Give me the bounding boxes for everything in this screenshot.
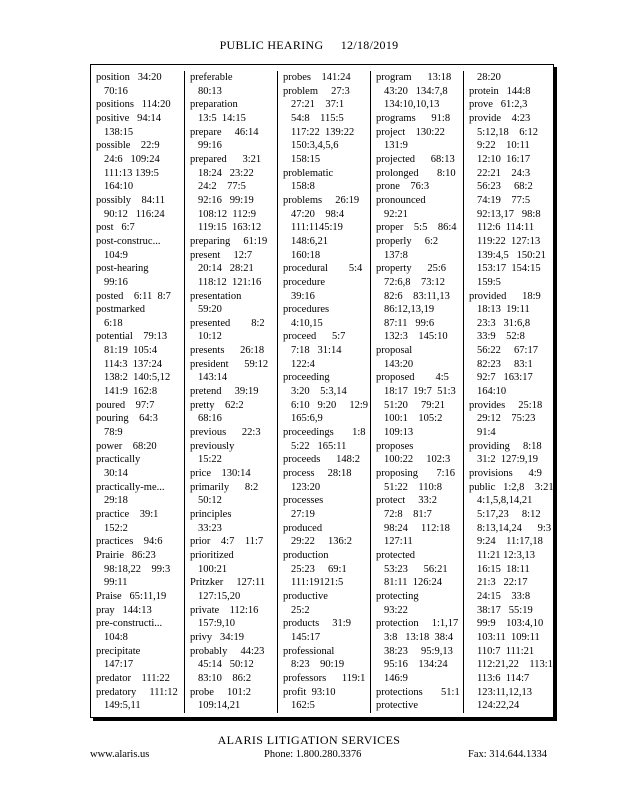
index-entry: probe 101:2 [190, 686, 251, 698]
index-entry: procedure [283, 276, 325, 288]
index-entry-pages: 86:12,13,19 [384, 304, 435, 316]
index-entry: prone 76:3 [376, 181, 430, 193]
index-entry: pouring 64:3 [96, 413, 158, 425]
index-entry-pages: 38:23 95:9,13 [384, 645, 453, 657]
index-entry: protect 33:2 [376, 495, 437, 507]
index-entry-pages: 100:22 102:3 [384, 454, 451, 466]
index-entry-pages: 30:14 [104, 468, 128, 480]
index-entry-pages: 6:18 [104, 317, 123, 329]
index-entry-pages: 143:14 [198, 372, 228, 384]
index-entry-pages: 8:23 90:19 [291, 659, 345, 671]
index-entry-pages: 24:15 33:8 [477, 590, 531, 602]
index-entry: problematic [283, 167, 334, 179]
index-entry-pages: 114:3 137:24 [104, 358, 162, 370]
index-entry: power 68:20 [96, 440, 157, 452]
index-entry: preferable [190, 72, 233, 83]
index-entry-pages: 162:5 [291, 700, 315, 712]
index-entry-pages: 150:3,4,5,6 [291, 140, 339, 152]
index-entry-pages: 22:21 24:3 [477, 167, 531, 179]
index-entry: practically-me... [96, 481, 165, 493]
index-entry-pages: 54:8 115:5 [291, 112, 344, 124]
index-entry-pages: 91:4 [477, 427, 496, 439]
index-column-3 [277, 71, 371, 713]
footer-phone: Phone: 1.800.280.3376 [264, 749, 362, 760]
index-entry-pages: 108:12 112:9 [198, 208, 256, 220]
index-entry-pages: 99:16 [198, 140, 222, 152]
index-entry-pages: 29:12 75:23 [477, 413, 536, 425]
index-entry-pages: 145:17 [291, 631, 321, 643]
footer-website: www.alaris.us [90, 749, 150, 760]
index-entry: pretend 39:19 [190, 386, 259, 398]
index-entry-pages: 148:6,21 [291, 235, 329, 247]
header-title: PUBLIC HEARING [219, 38, 324, 52]
index-entry-pages: 134:10,10,13 [384, 99, 440, 111]
index-entry: postmarked [96, 304, 145, 316]
index-entry: procedures [283, 304, 330, 316]
index-entry-pages: 110:7 111:21 [477, 645, 535, 657]
index-entry-pages: 111:19121:5 [291, 577, 344, 589]
index-entry-pages: 119:15 163:12 [198, 222, 262, 234]
index-entry-pages: 138:15 [104, 126, 134, 138]
index-entry: preparing 61:19 [190, 235, 268, 247]
footer-fax: Fax: 314.644.1334 [468, 749, 548, 760]
index-entry: property 25:6 [376, 263, 446, 275]
index-entry: post-hearing [96, 263, 149, 275]
index-entry-pages: 141:9 162:8 [104, 386, 158, 398]
index-entry: Pritzker 127:11 [190, 577, 266, 589]
index-entry: products 31:9 [283, 618, 351, 630]
index-entry: produced [283, 522, 323, 534]
index-entry: previous 22:3 [190, 427, 261, 439]
index-entry-pages: 6:10 9:20 12:9 [291, 399, 369, 411]
index-entry-pages: 92:7 163:17 [477, 372, 533, 384]
index-entry-pages: 53:23 56:21 [384, 563, 448, 575]
index-entry-pages: 158:15 [291, 153, 321, 165]
index-entry: production [283, 549, 329, 561]
index-column-2 [184, 71, 278, 713]
index-entry-pages: 20:14 28:21 [198, 263, 254, 275]
index-entry-pages: 92:13,17 98:8 [477, 208, 541, 220]
index-entry-pages: 98:24 112:18 [384, 522, 450, 534]
index-entry-pages: 112:6 114:11 [477, 222, 535, 234]
index-entry-pages: 83:10 86:2 [198, 672, 252, 684]
index-entry-pages: 159:5 [477, 276, 501, 288]
index-entry-pages: 9:22 10:11 [477, 140, 530, 152]
index-entry: practices 94:6 [96, 536, 163, 548]
index-entry-pages: 81:11 126:24 [384, 577, 442, 589]
index-entry: protein 144:8 [469, 85, 531, 97]
index-entry-pages: 165:6,9 [291, 413, 323, 425]
index-entry-pages: 59:20 [198, 304, 222, 316]
index-entry-pages: 119:22 127:13 [477, 235, 541, 247]
index-entry: productive [283, 590, 328, 602]
index-entry: previously [190, 440, 235, 452]
index-entry: primarily 8:2 [190, 481, 259, 493]
index-entry-pages: 70:16 [104, 85, 128, 97]
index-entry-pages: 29:22 136:2 [291, 536, 352, 548]
index-entry-pages: 16:15 18:11 [477, 563, 530, 575]
index-entry-pages: 131:9 [384, 140, 408, 152]
index-entry: Prairie 86:23 [96, 549, 156, 561]
index-entry: protecting [376, 590, 419, 602]
index-entry-pages: 99:11 [104, 577, 128, 589]
index-entry-pages: 127:15,20 [198, 590, 241, 602]
index-entry: programs 91:8 [376, 112, 451, 124]
index-entry-pages: 24:6 109:24 [104, 153, 160, 165]
index-entry-pages: 143:20 [384, 358, 414, 370]
index-entry-pages: 122:4 [291, 358, 315, 370]
index-entry: problem 27:3 [283, 85, 350, 97]
index-entry: protected [376, 549, 416, 561]
index-entry: president 59:12 [190, 358, 269, 370]
index-box [90, 64, 554, 718]
index-entry: price 130:14 [190, 468, 251, 480]
index-entry-pages: 8:13,14,24 9:3 [477, 522, 552, 534]
header-date: 12/18/2019 [340, 38, 399, 52]
index-entry: predator 111:22 [96, 672, 170, 684]
index-entry-pages: 3:8 13:18 38:4 [384, 631, 454, 643]
index-entry-pages: 56:23 68:2 [477, 181, 533, 193]
index-entry: probes 141:24 [283, 72, 351, 83]
index-entry: poured 97:7 [96, 399, 155, 411]
index-entry-pages: 27:21 37:1 [291, 99, 345, 111]
index-entry: procedural 5:4 [283, 263, 363, 275]
index-entry: proceed 5:7 [283, 331, 346, 343]
index-column-1 [91, 71, 183, 713]
index-entry: potential 79:13 [96, 331, 168, 343]
index-entry-pages: 51:20 79:21 [384, 399, 445, 411]
index-entry-pages: 87:11 99:6 [384, 317, 435, 329]
index-entry-pages: 15:22 [198, 454, 222, 466]
index-entry-pages: 139:4,5 150:21 [477, 249, 546, 261]
index-entry: professional [283, 645, 335, 657]
index-entry: projected 68:13 [376, 153, 455, 165]
index-entry-pages: 27:19 [291, 509, 315, 520]
index-entry: process 28:18 [283, 468, 352, 480]
index-entry-pages: 164:10 [477, 386, 507, 398]
index-entry-pages: 164:10 [104, 181, 134, 193]
index-entry-pages: 68:16 [198, 413, 222, 425]
index-entry-pages: 132:3 145:10 [384, 331, 448, 343]
index-entry: program 13:18 [376, 72, 452, 83]
index-entry-pages: 5:22 165:11 [291, 440, 347, 452]
index-entry: provided 18:9 [469, 290, 541, 302]
index-entry: positions 114:20 [96, 99, 171, 111]
index-entry: posted 6:11 8:7 [96, 290, 171, 302]
index-entry-pages: 4:1,5,8,14,21 [477, 495, 533, 507]
index-entry: principles [190, 509, 232, 520]
index-entry-pages: 153:17 154:15 [477, 263, 541, 275]
index-entry: Praise 65:11,19 [96, 590, 167, 602]
index-entry: proposes [376, 440, 414, 452]
index-entry: pronounced [376, 194, 426, 206]
index-entry: post 6:7 [96, 222, 135, 234]
index-entry-pages: 123:11,12,13 [477, 686, 533, 698]
index-entry-pages: 33:23 [198, 522, 222, 534]
index-entry: provide 4:23 [469, 112, 531, 124]
index-entry: practice 39:1 [96, 509, 159, 520]
page-header [0, 38, 618, 53]
index-column-4 [370, 71, 464, 713]
index-entry: protection 1:1,17 [376, 618, 459, 630]
index-entry: predatory 111:12 [96, 686, 178, 698]
index-entry-pages: 45:14 50:12 [198, 659, 254, 671]
index-entry: provisions 4:9 [469, 468, 542, 480]
index-entry-pages: 104:8 [104, 631, 128, 643]
index-entry: provides 25:18 [469, 399, 543, 411]
index-entry: probably 44:23 [190, 645, 265, 657]
index-entry: profit 93:10 [283, 686, 336, 698]
index-entry: pretty 62:2 [190, 399, 244, 411]
index-entry: professors 119:1 [283, 672, 366, 684]
index-entry-pages: 25:23 69:1 [291, 563, 347, 575]
index-entry-pages: 138:2 140:5,12 [104, 372, 171, 384]
index-entry-pages: 100:1 105:2 [384, 413, 443, 425]
index-entry-pages: 25:2 [291, 604, 310, 616]
index-entry: possible 22:9 [96, 140, 160, 152]
index-entry-pages: 123:20 [291, 481, 321, 493]
index-entry-pages: 50:12 [198, 495, 222, 507]
index-entry: protective [376, 700, 418, 712]
index-entry: prepare 46:14 [190, 126, 259, 138]
index-entry-pages: 112:21,22 113:1 [477, 659, 553, 671]
index-entry-pages: 152:2 [104, 522, 128, 534]
footer-company: ALARIS LITIGATION SERVICES [217, 733, 401, 747]
index-entry-pages: 158:8 [291, 181, 315, 193]
index-entry-pages: 127:11 [384, 536, 413, 548]
index-entry: position 34:20 [96, 72, 162, 83]
index-entry: prior 4:7 11:7 [190, 536, 264, 548]
index-entry: practically [96, 454, 141, 466]
index-entry-pages: 117:22 139:22 [291, 126, 355, 138]
index-entry-pages: 92:21 [384, 208, 408, 220]
index-entry-pages: 93:22 [384, 604, 408, 616]
index-entry-pages: 33:9 52:8 [477, 331, 525, 343]
index-entry-pages: 5:12,18 6:12 [477, 126, 538, 138]
index-entry-pages: 9:24 11:17,18 [477, 536, 543, 548]
index-entry-pages: 160:18 [291, 249, 321, 261]
index-entry: processes [283, 495, 324, 507]
index-entry: project 130:22 [376, 126, 445, 138]
index-entry-pages: 111:13 139:5 [104, 167, 159, 179]
index-column-5 [463, 71, 556, 713]
index-entry: problems 26:19 [283, 194, 360, 206]
index-entry-pages: 23:3 31:6,8 [477, 317, 531, 329]
index-entry-pages: 4:10,15 [291, 317, 323, 329]
index-entry-pages: 51:22 110:8 [384, 481, 442, 493]
index-entry-pages: 118:12 121:16 [198, 276, 262, 288]
index-entry-pages: 56:22 67:17 [477, 345, 538, 357]
index-entry-pages: 90:12 116:24 [104, 208, 165, 220]
index-entry: protections 51:1 [376, 686, 460, 698]
index-entry: presentation [190, 290, 242, 302]
index-entry-pages: 29:18 [104, 495, 128, 507]
index-entry-pages: 10:12 [198, 331, 222, 343]
index-entry-pages: 80:13 [198, 85, 222, 97]
index-entry-pages: 103:11 109:11 [477, 631, 540, 643]
index-entry: proposing 7:16 [376, 468, 456, 480]
index-entry-pages: 47:20 98:4 [291, 208, 345, 220]
index-entry-pages: 11:21 12:3,13 [477, 549, 535, 561]
index-entry: preparation [190, 99, 238, 111]
index-entry-pages: 113:6 114:7 [477, 672, 530, 684]
index-entry: present 12:7 [190, 249, 253, 261]
index-entry-pages: 72:6,8 73:12 [384, 276, 445, 288]
index-entry-pages: 146:9 [384, 672, 408, 684]
index-entry-pages: 43:20 134:7,8 [384, 85, 448, 97]
index-entry: prioritized [190, 549, 234, 561]
index-entry: prolonged 8:10 [376, 167, 456, 179]
index-entry: proceeding [283, 372, 330, 384]
index-entry-pages: 18:17 19:7 51:3 [384, 386, 456, 398]
index-entry-pages: 104:9 [104, 249, 128, 261]
index-entry-pages: 38:17 55:19 [477, 604, 533, 616]
index-entry: properly 6:2 [376, 235, 439, 247]
index-entry-pages: 21:3 22:17 [477, 577, 528, 589]
index-entry: proceeds 148:2 [283, 454, 360, 466]
index-entry-pages: 12:10 16:17 [477, 153, 531, 165]
index-entry: post-construc... [96, 235, 161, 247]
index-entry-pages: 81:19 105:4 [104, 345, 158, 357]
index-entry-pages: 99:16 [104, 276, 128, 288]
index-entry-pages: 124:22,24 [477, 700, 520, 712]
index-entry-pages: 18:24 23:22 [198, 167, 254, 179]
index-entry-pages: 5:17,23 8:12 [477, 509, 541, 520]
index-entry-pages: 31:2 127:9,19 [477, 454, 538, 466]
index-entry-pages: 72:8 81:7 [384, 509, 432, 520]
index-entry-pages: 3:20 5:3,14 [291, 386, 347, 398]
index-entry: prepared 3:21 [190, 153, 262, 165]
index-entry-pages: 109:14,21 [198, 700, 241, 712]
index-entry: proposed 4:5 [376, 372, 449, 384]
index-entry-pages: 111:1145:19 [291, 222, 343, 234]
index-entry: proposal [376, 345, 413, 357]
index-entry-pages: 24:2 77:5 [198, 181, 246, 193]
index-entry: proceedings 1:8 [283, 427, 366, 439]
index-entry-pages: 13:5 14:15 [198, 112, 246, 124]
index-entry: providing 8:18 [469, 440, 542, 452]
index-entry-pages: 18:13 19:11 [477, 304, 530, 316]
index-entry: presents 26:18 [190, 345, 265, 357]
index-entry: positive 94:14 [96, 112, 162, 124]
index-entry-pages: 78:9 [104, 427, 123, 439]
index-entry: prove 61:2,3 [469, 99, 528, 111]
index-entry: pray 144:13 [96, 604, 152, 616]
index-entry: privy 34:19 [190, 631, 244, 643]
index-entry-pages: 99:9 103:4,10 [477, 618, 544, 630]
index-entry-pages: 95:16 134:24 [384, 659, 448, 671]
index-entry-pages: 147:17 [104, 659, 134, 671]
index-entry-pages: 149:5,11 [104, 700, 141, 712]
index-entry: presented 8:2 [190, 317, 265, 329]
index-entry-pages: 157:9,10 [198, 618, 236, 630]
index-entry-pages: 98:18,22 99:3 [104, 563, 171, 575]
index-entry: pre-constructi... [96, 618, 163, 630]
index-entry: precipitate [96, 645, 141, 657]
index-entry: public 1:2,8 3:21 [469, 481, 554, 493]
index-entry-pages: 92:16 99:19 [198, 194, 254, 206]
index-entry: private 112:16 [190, 604, 259, 616]
index-entry-pages: 82:6 83:11,13 [384, 290, 450, 302]
index-entry-pages: 109:13 [384, 427, 414, 439]
index-entry-pages: 82:23 83:1 [477, 358, 533, 370]
index-entry-pages: 7:18 31:14 [291, 345, 342, 357]
index-entry-pages: 74:19 77:5 [477, 194, 531, 206]
index-entry-pages: 100:21 [198, 563, 228, 575]
index-entry: proper 5:5 86:4 [376, 222, 457, 234]
index-entry-pages: 28:20 [477, 72, 501, 83]
index-entry: possibly 84:11 [96, 194, 166, 206]
index-entry-pages: 39:16 [291, 290, 315, 302]
index-entry-pages: 137:8 [384, 249, 408, 261]
